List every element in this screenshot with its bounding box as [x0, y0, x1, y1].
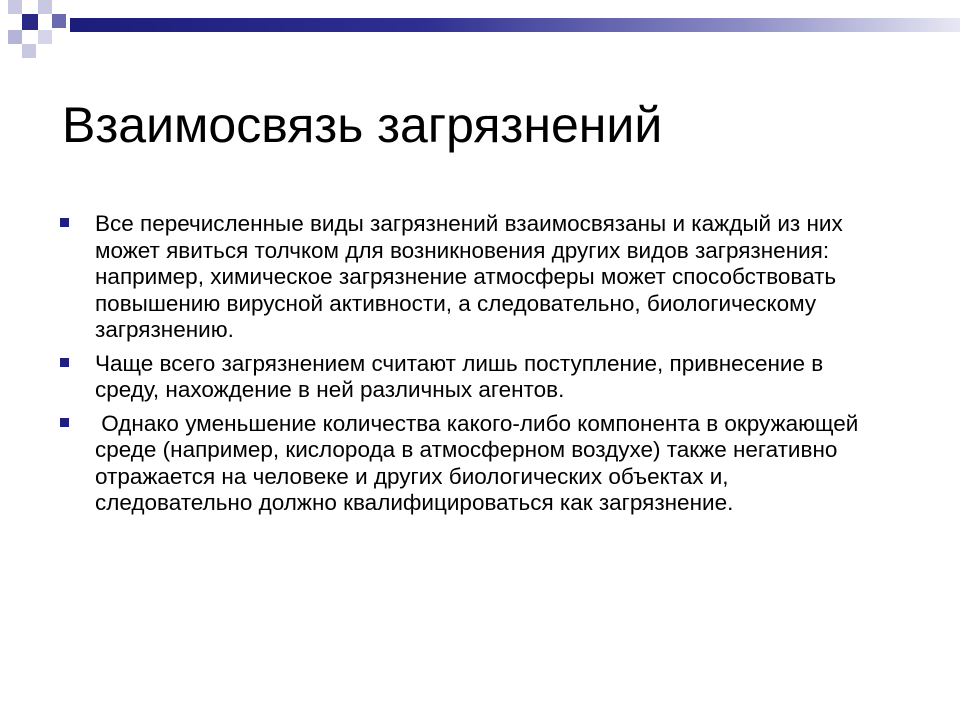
corner-square	[8, 30, 22, 44]
corner-square	[52, 14, 66, 28]
bullet-item	[60, 351, 890, 404]
decorative-corner-squares	[0, 0, 80, 64]
bullet-text: Чаще всего загрязнением считают лишь поступление, привнесение в среду, нахождение в ней различных агентов.	[95, 350, 830, 402]
corner-square	[22, 14, 38, 30]
header-gradient-bar	[70, 18, 960, 32]
bullet-item	[60, 411, 890, 517]
bullet-item	[60, 211, 890, 344]
corner-square	[22, 44, 36, 58]
corner-square	[38, 0, 52, 14]
corner-square	[38, 30, 52, 44]
bullet-text: Однако уменьшение количества какого-либо компонента в окружающей среде (например, кислорода в атмосферном воздухе) также негативно отражается на человеке и других биологических объектах и, следовательно должно квалифицироваться как загрязнение.	[95, 410, 865, 515]
slide-title: Взаимосвязь загрязнений	[62, 97, 663, 153]
square-bullet-icon	[60, 358, 69, 367]
square-bullet-icon	[60, 218, 69, 227]
square-bullet-icon	[60, 418, 69, 427]
bullet-list	[60, 211, 890, 524]
corner-square	[8, 0, 22, 14]
bullet-text: Все перечисленные виды загрязнений взаимосвязаны и каждый из них может явиться толчком для возникновения других видов загрязнения: например, химическое загрязнение атмосферы может способствовать повышению вирусной активности, а следовательно, биологическому загрязнению.	[95, 211, 849, 342]
